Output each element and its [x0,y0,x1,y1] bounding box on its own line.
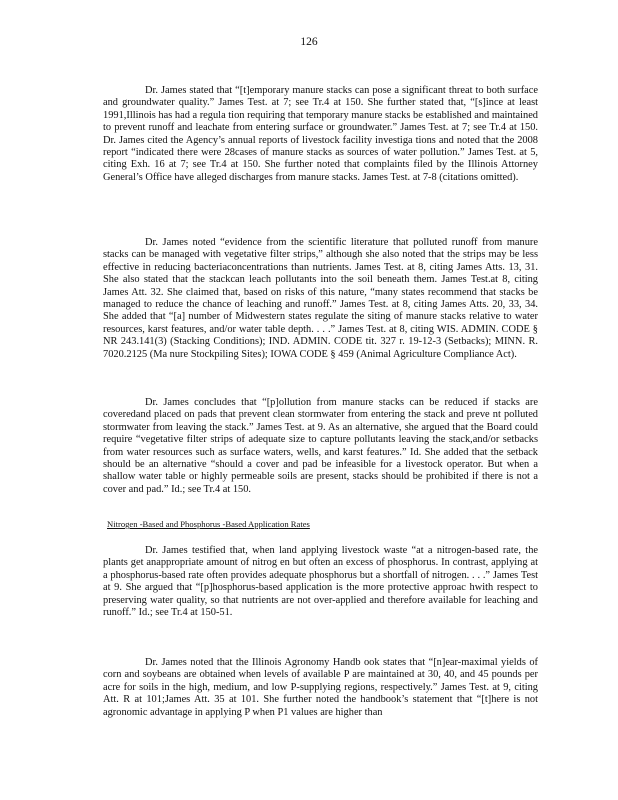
paragraph-text: Dr. James testified that, when land applying livestock waste “at a nitrogen-based rate, the plants get anappropriate amount of nitrog en but often an excess of phosphorus. In contrast, applying at a phosphorus-based rate often provides adequate phosphorus but a shortfall of nitrogen. . . .” James Test at 9. She argued that “[p]hosphorus-based application is the more protective approac hwith respect to preserving water quality, so that nutrients are not over-applied and therefore available for leaching and runoff.” Id.; see Tr.4 at 150-51. [103,545,538,619]
section-heading: Nitrogen -Based and Phosphorus -Based Application Rates [107,519,310,529]
paragraph-text: Dr. James concludes that “[p]ollution from manure stacks can be reduced if stacks are coveredand placed on pads that prevent clean stormwater from entering the stack and preve nt polluted stormwater from leaving the stack.” James Test. at 9. As an alternative, she argued that the Board could require “vegetative filter strips of adequate size to capture pollutants leaving the stack,and/or setbacks from water resources such as surface waters, wells, and karst features.” Id. She added that the setback should be an alternative “should a cover and pad be infeasible for a livestock operator. But when a shallow water table or highly permeable soils are present, stacks should be prohibited if there is not a cover and pad.” Id.; see Tr.4 at 150. [103,397,538,495]
paragraph-filter-strips [103,237,538,361]
paragraph-text: Dr. James stated that “[t]emporary manure stacks can pose a significant threat to both surface and groundwater quality.” James Test. at 7; see Tr.4 at 150. She further stated that, “[s]ince at least 1991,Illinois has had a regula tion requiring that temporary manure stacks be established and maintained to prevent runoff and leachate from entering surface or groundwater.” James Test. at 7; see Tr.4 at 150. Dr. James cited the Agency’s annual reports of livestock facility investiga tions and noted that the 2008 report “indicated there were 28cases of manure stacks as sources of water pollution.” James Test. at 5, citing Exh. 16 at 7; see Tr.4 at 150. She further noted that complaints filed by the Illinois Attorney General’s Office have alleged discharges from manure stacks. James Test. at 7-8 (citations omitted). [103,85,538,183]
page-number: 126 [300,36,318,48]
paragraph-covers-and-pads [103,397,538,496]
paragraph-agronomy-handbook [103,657,538,719]
paragraph-manure-stacks-threat [103,85,538,184]
paragraph-text: Dr. James noted “evidence from the scientific literature that polluted runoff from manure stacks can be managed with vegetative filter strips,” although she also noted that the strips may be less effective in reducing bacteriaconcentrations than nutrients. James Test. at 8, citing James Atts. 13, 31. She also stated that the stackcan leach pollutants into the soil beneath them. James Test.at 8, citing James Att. 32. She claimed that, based on risks of this nature, “many states recommend that stacks be managed to reduce the chance of leaching and runoff.” James Test. at 8, citing James Atts. 20, 33, 34. She added that “[a] number of Midwestern states regulate the siting of manure stacks relative to water resources, karst features, and/or water table depth. . . .” James Test. at 8, citing WIS. ADMIN. CODE § NR 243.141(3) (Stacking Conditions); IND. ADMIN. CODE tit. 327 r. 19-12-3 (Setbacks); MINN. R. 7020.2125 (Ma nure Stockpiling Sites); IOWA CODE § 459 (Animal Agriculture Compliance Act). [103,237,538,360]
paragraph-nitrogen-vs-phosphorus [103,545,538,619]
paragraph-text: Dr. James noted that the Illinois Agronomy Handb ook states that “[n]ear-maximal yields of corn and soybeans are obtained when levels of available P are maintained at 30, 40, and 45 pounds per acre for soils in the high, medium, and low P-supplying regions, respectively.” James Test. at 9, citing Att. R at 101;James Att. 35 at 101. She further noted the handbook’s statement that “[t]here is not agronomic advantage in applying P when P1 values are higher than [103,657,538,718]
